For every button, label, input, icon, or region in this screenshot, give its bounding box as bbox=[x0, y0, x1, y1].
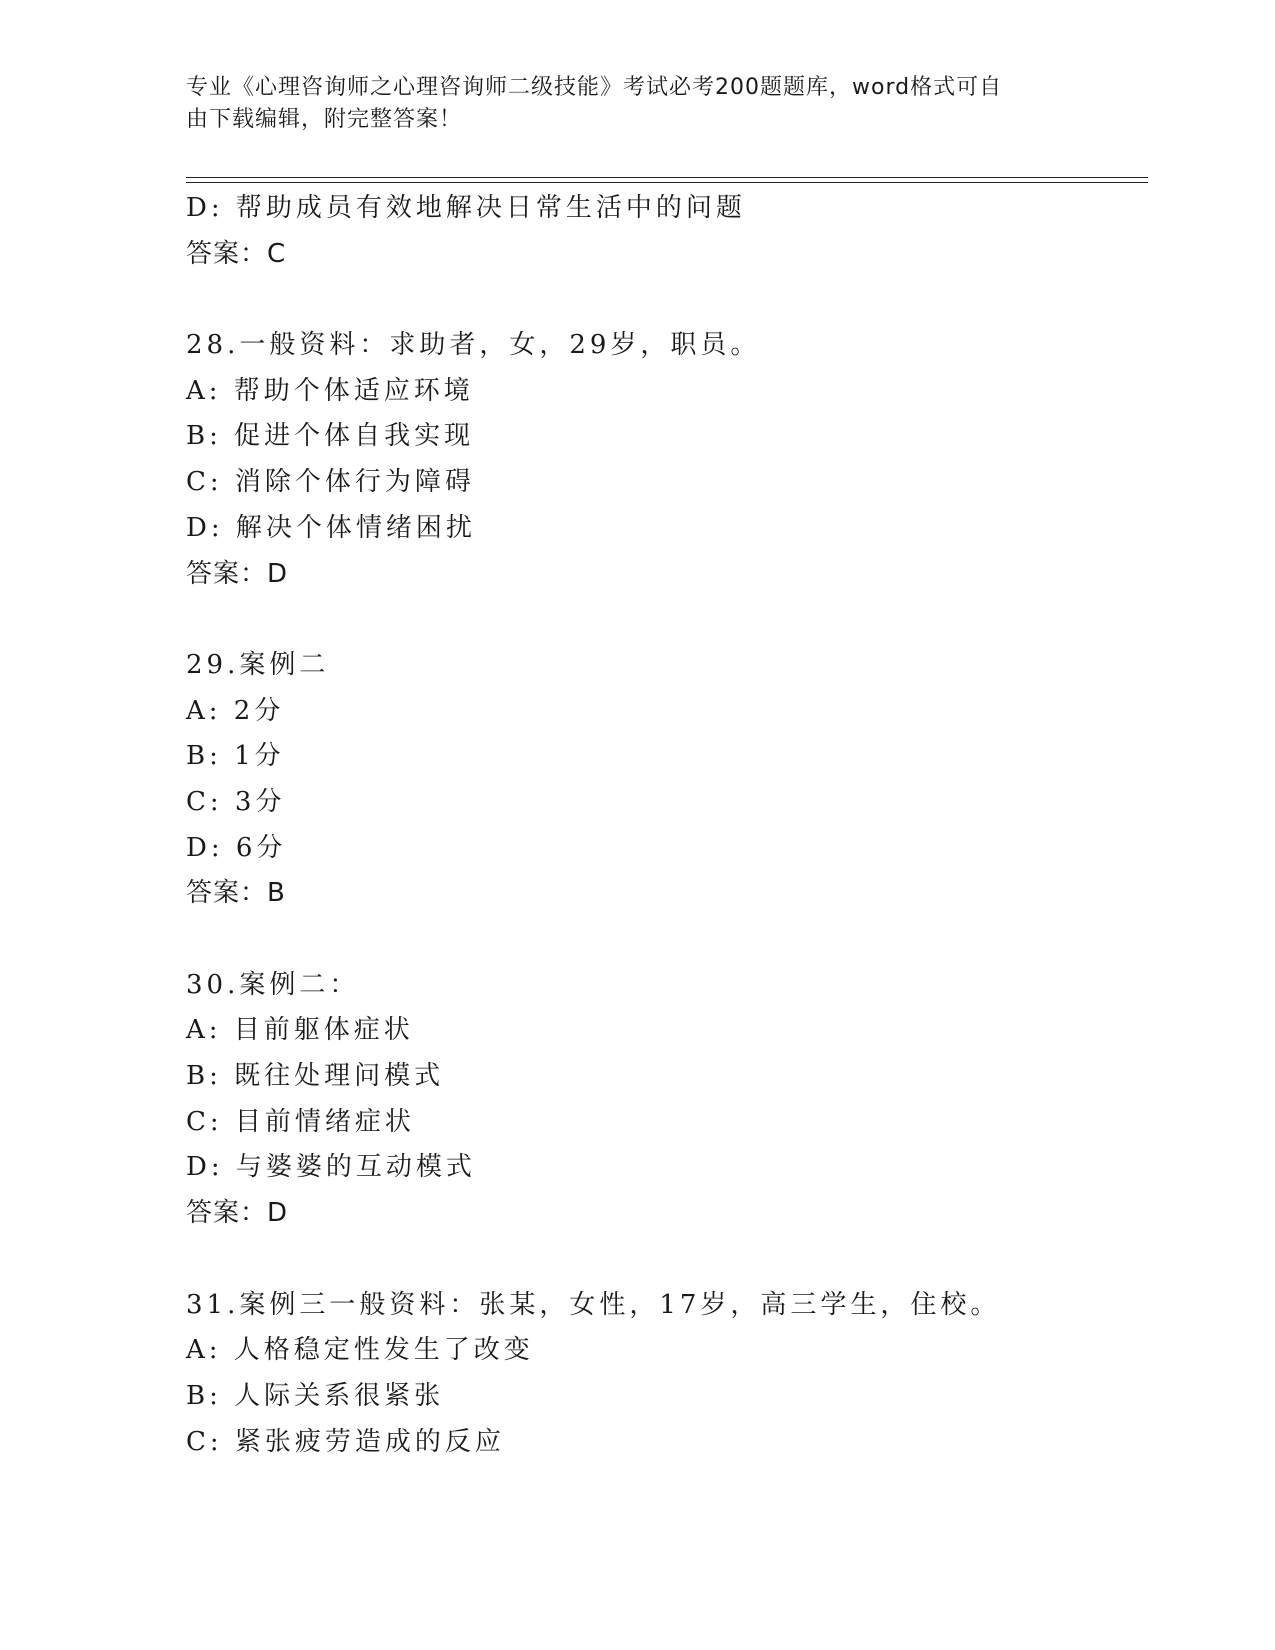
page-header bbox=[186, 72, 1086, 136]
option-a: A: 2分 bbox=[186, 695, 285, 726]
option-c: C: 3分 bbox=[186, 786, 286, 817]
header-rule-top bbox=[186, 177, 1148, 178]
option-a: A: 帮助个体适应环境 bbox=[186, 375, 474, 406]
option-a: A: 人格稳定性发生了改变 bbox=[186, 1335, 534, 1366]
question-stem: 28.一般资料：求助者，女，29岁，职员。 bbox=[186, 330, 761, 361]
question-list bbox=[186, 186, 1148, 1465]
question-29 bbox=[186, 643, 1148, 917]
option-b: B: 既往处理问模式 bbox=[186, 1061, 445, 1092]
option-b: B: 促进个体自我实现 bbox=[186, 421, 475, 452]
option-c: C: 消除个体行为障碍 bbox=[186, 467, 475, 498]
question-stem: 31.案例三一般资料：张某，女性，17岁，高三学生，住校。 bbox=[186, 1289, 1001, 1320]
option-b: B: 1分 bbox=[186, 741, 285, 772]
spacer bbox=[186, 1237, 1148, 1283]
question-31 bbox=[186, 1283, 1148, 1466]
answer-line: 答案：D bbox=[186, 1198, 289, 1229]
partial-question bbox=[186, 186, 1148, 277]
answer-line: 答案：C bbox=[186, 238, 287, 269]
option-c: C: 紧张疲劳造成的反应 bbox=[186, 1426, 505, 1457]
answer-line: 答案：B bbox=[186, 878, 286, 909]
option-d: D: 帮助成员有效地解决日常生活中的问题 bbox=[186, 193, 746, 223]
question-stem: 29.案例二 bbox=[186, 649, 330, 680]
option-d: D: 6分 bbox=[186, 832, 287, 863]
question-30 bbox=[186, 963, 1148, 1237]
spacer bbox=[186, 597, 1148, 643]
option-c: C: 目前情绪症状 bbox=[186, 1106, 415, 1137]
header-line-2: 由下载编辑，附完整答案！ bbox=[186, 107, 463, 132]
option-d: D: 与婆婆的互动模式 bbox=[186, 1152, 476, 1183]
header-rule-bottom bbox=[186, 182, 1148, 183]
answer-line: 答案：D bbox=[186, 558, 289, 589]
question-stem: 30.案例二： bbox=[186, 969, 360, 1000]
spacer bbox=[186, 917, 1148, 963]
question-28 bbox=[186, 323, 1148, 597]
spacer bbox=[186, 277, 1148, 323]
option-d: D: 解决个体情绪困扰 bbox=[186, 512, 476, 543]
option-b: B: 人际关系很紧张 bbox=[186, 1380, 445, 1411]
option-a: A: 目前躯体症状 bbox=[186, 1015, 414, 1046]
header-line-1: 专业《心理咨询师之心理咨询师二级技能》考试必考200题题库，word格式可自 bbox=[186, 75, 1003, 100]
